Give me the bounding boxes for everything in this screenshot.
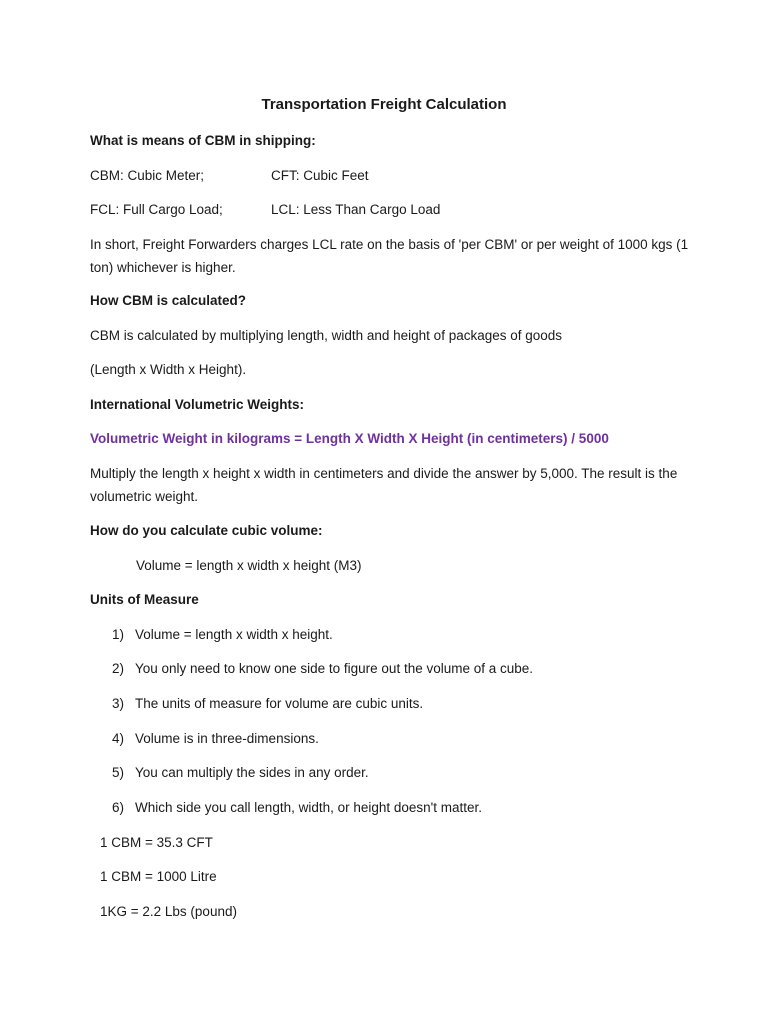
list-item: 5) You can multiply the sides in any order. bbox=[112, 765, 369, 780]
conversion-cbm-cft: 1 CBM = 35.3 CFT bbox=[100, 835, 213, 850]
multiply-paragraph: Multiply the length x height x width in centimeters and divide the answer by 5,000. The result is the volumetric weight. bbox=[90, 466, 678, 504]
lcl-definition: LCL: Less Than Cargo Load bbox=[271, 202, 441, 217]
cubic-volume-question: How do you calculate cubic volume: bbox=[90, 523, 323, 538]
cft-definition: CFT: Cubic Feet bbox=[271, 168, 369, 183]
conversion-cbm-litre: 1 CBM = 1000 Litre bbox=[100, 869, 217, 884]
cbm-calculation-text: CBM is calculated by multiplying length, width and height of packages of goods bbox=[90, 328, 563, 343]
conversion-kg-lbs: 1KG = 2.2 Lbs (pound) bbox=[100, 904, 237, 919]
document-title: Transportation Freight Calculation bbox=[261, 96, 507, 113]
list-item: 3) The units of measure for volume are cubic units. bbox=[112, 696, 424, 711]
list-item: 6) Which side you call length, width, or height doesn't matter. bbox=[112, 800, 483, 815]
units-heading: Units of Measure bbox=[90, 592, 199, 607]
short-paragraph: In short, Freight Forwarders charges LCL rate on the basis of 'per CBM' or per weight of 1000 kgs (1 ton) whichever is higher. bbox=[90, 237, 689, 275]
fcl-definition: FCL: Full Cargo Load; bbox=[90, 202, 223, 217]
cbm-formula: (Length x Width x Height). bbox=[90, 362, 247, 377]
volumetric-weight-formula: Volumetric Weight in kilograms = Length X Width X Height (in centimeters) / 5000 bbox=[90, 431, 609, 446]
how-cbm-question: How CBM is calculated? bbox=[90, 293, 247, 308]
volume-formula: Volume = length x width x height (M3) bbox=[136, 558, 362, 573]
list-item: 1) Volume = length x width x height. bbox=[112, 627, 333, 642]
cbm-definition: CBM: Cubic Meter; bbox=[90, 168, 205, 183]
intl-volumetric-heading: International Volumetric Weights: bbox=[90, 397, 305, 412]
cbm-meaning-question: What is means of CBM in shipping: bbox=[90, 133, 316, 148]
list-item: 2) You only need to know one side to figure out the volume of a cube. bbox=[112, 661, 534, 676]
list-item: 4) Volume is in three-dimensions. bbox=[112, 731, 319, 746]
